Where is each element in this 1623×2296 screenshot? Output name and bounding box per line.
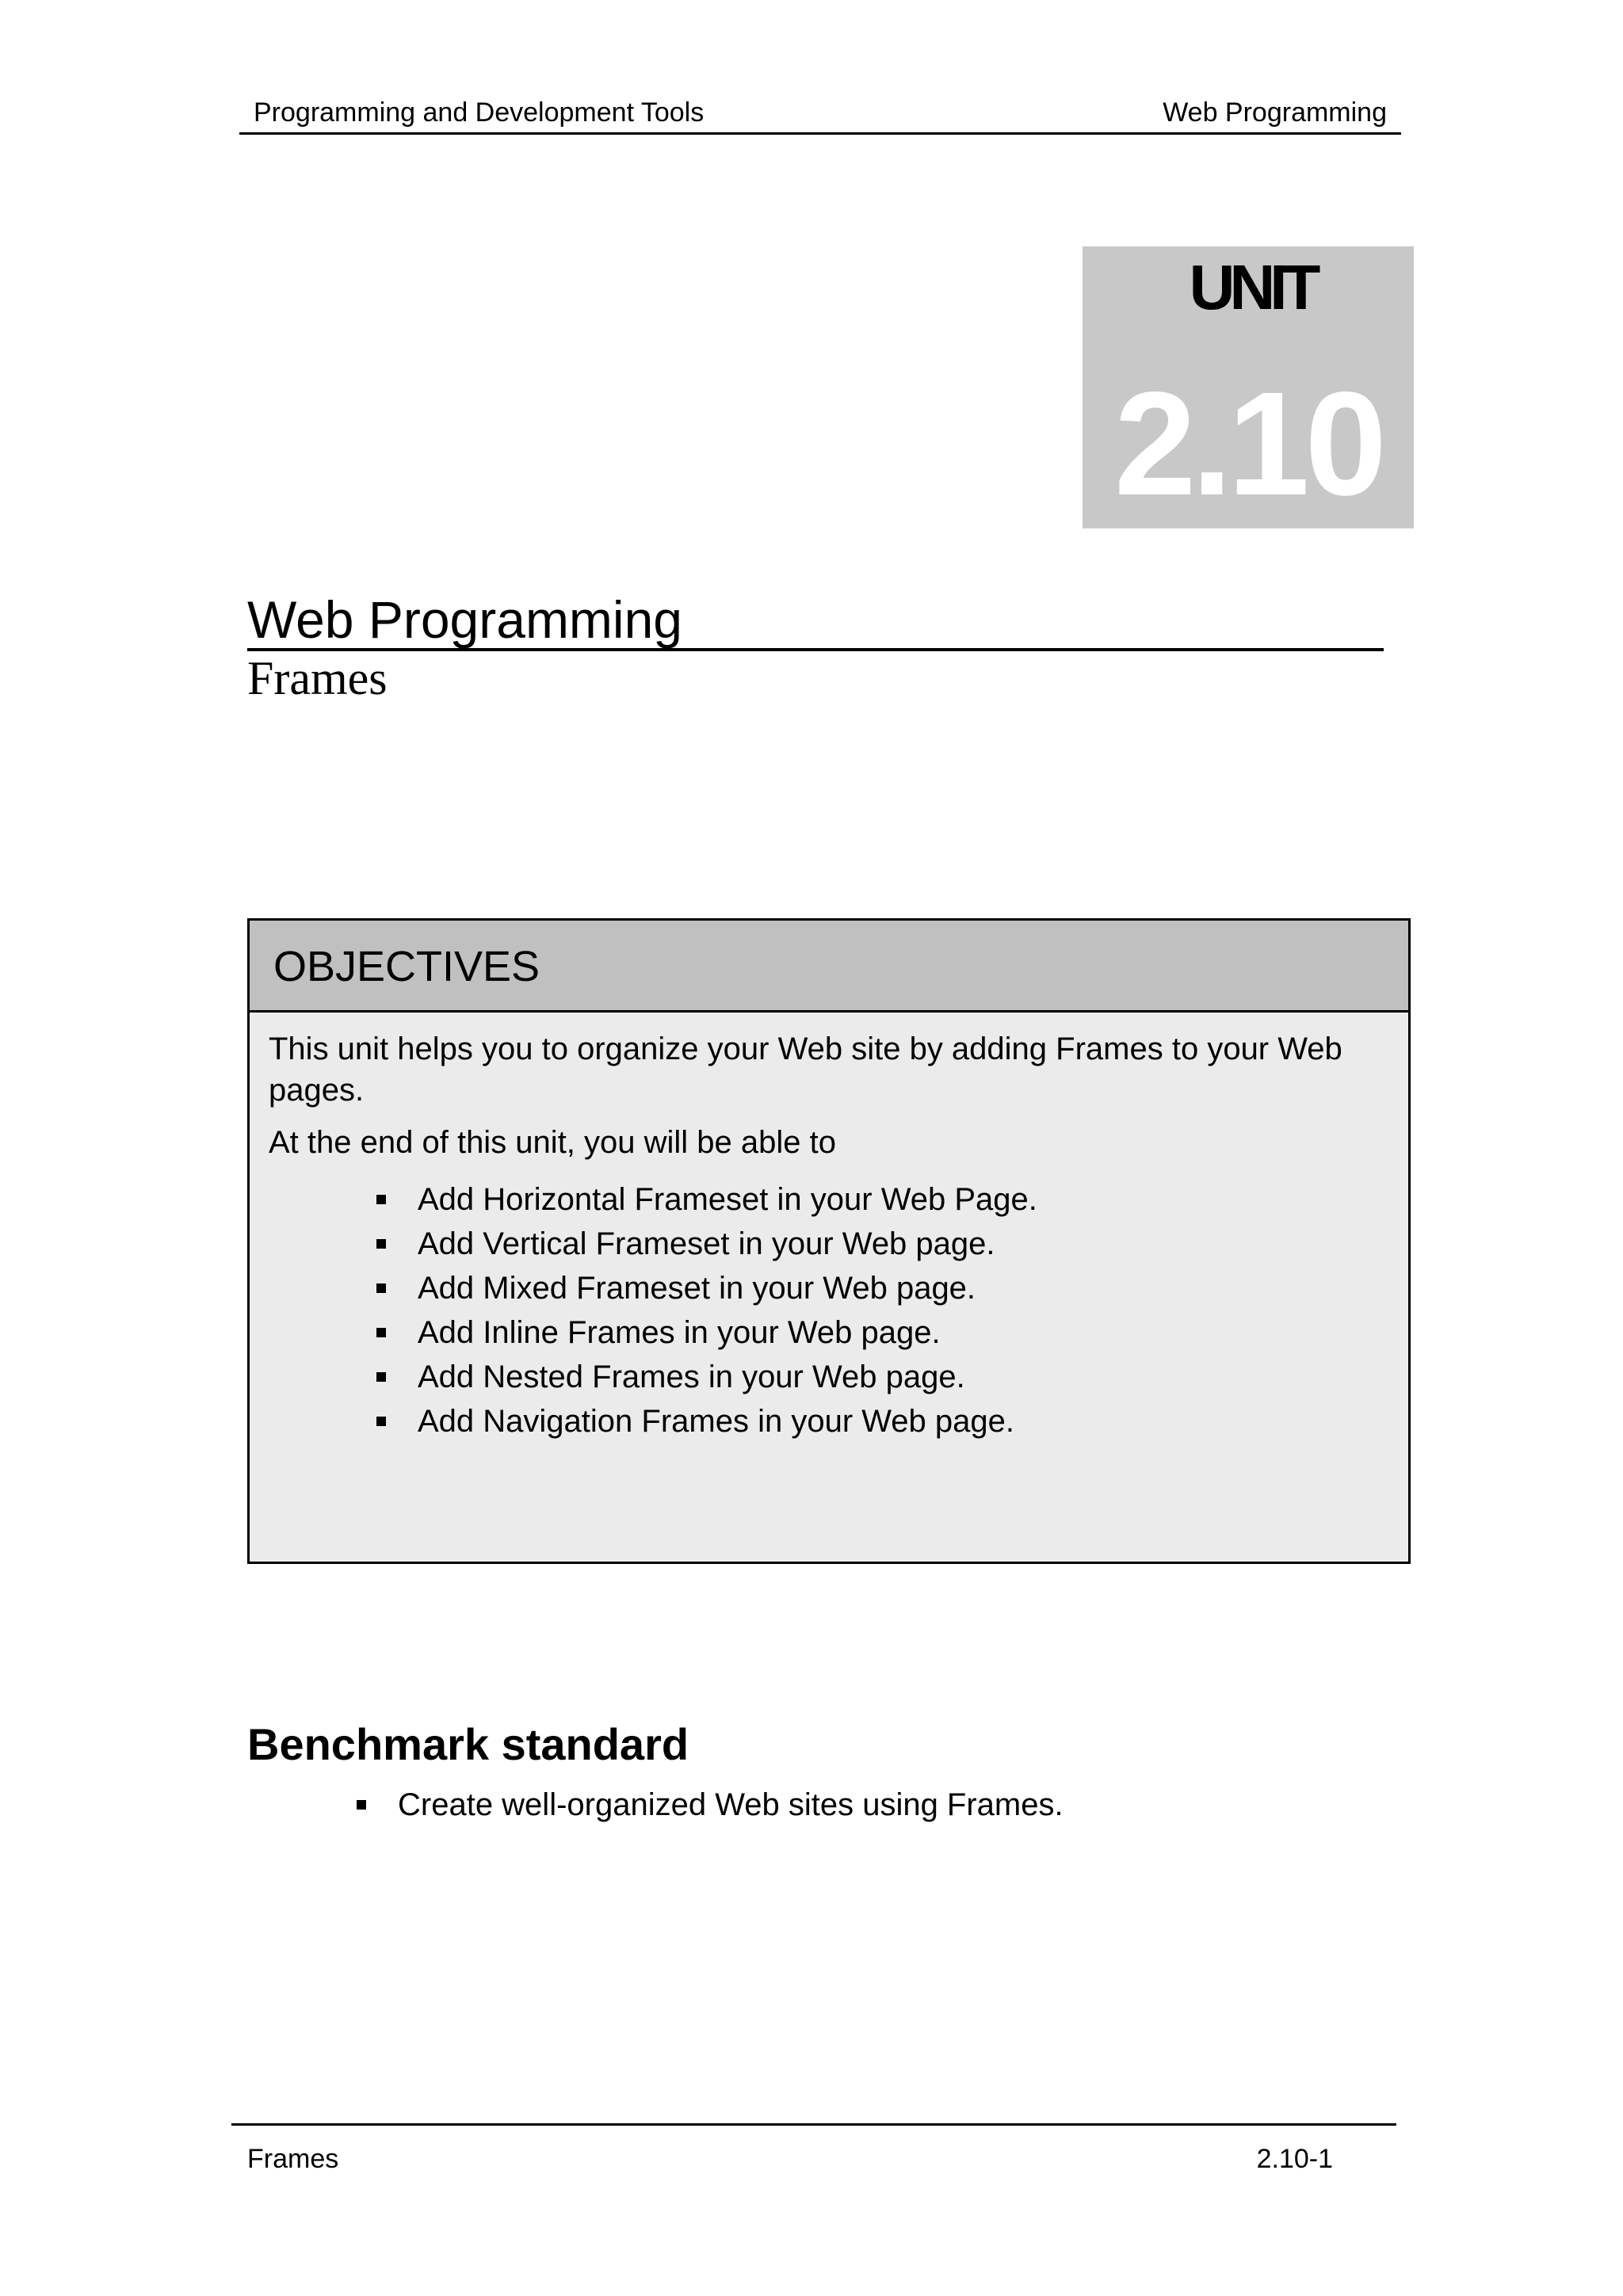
list-item — [369, 1355, 1389, 1399]
benchmark-text: Create well-organized Web sites using Frames. — [398, 1787, 1064, 1822]
objectives-lead: At the end of this unit, you will be able to — [269, 1125, 836, 1160]
list-item — [369, 1222, 1389, 1266]
objectives-heading: OBJECTIVES — [250, 921, 1408, 1013]
list-item — [369, 1399, 1389, 1444]
page-subtitle: Frames — [247, 652, 388, 704]
objective-text: Add Nested Frames in your Web page. — [418, 1360, 965, 1394]
page-header — [239, 93, 1401, 135]
unit-label: UNIT — [1189, 252, 1316, 322]
bullet-icon — [376, 1328, 386, 1337]
bullet-icon — [376, 1195, 386, 1204]
objectives-body — [250, 1013, 1408, 1444]
objectives-list — [269, 1177, 1389, 1444]
bullet-icon — [376, 1372, 386, 1382]
unit-number: 2.10 — [1113, 362, 1382, 526]
page-title: Web Programming — [247, 588, 1384, 651]
bullet-icon — [376, 1239, 386, 1249]
bullet-icon — [357, 1800, 366, 1810]
header-course-title: Programming and Development Tools — [254, 97, 705, 128]
header-subject: Web Programming — [1163, 97, 1387, 128]
list-item — [369, 1266, 1389, 1310]
unit-badge — [1083, 246, 1414, 528]
page-number: 2.10-1 — [1256, 2144, 1333, 2174]
footer-section-name: Frames — [247, 2144, 339, 2174]
objective-text: Add Horizontal Frameset in your Web Page. — [418, 1182, 1037, 1217]
objective-text: Add Mixed Frameset in your Web page. — [418, 1271, 976, 1306]
objectives-intro: This unit helps you to organize your Web site by adding Frames to your Web pages. — [269, 1032, 1342, 1108]
list-item — [369, 1310, 1389, 1355]
list-item — [369, 1177, 1389, 1222]
objective-text: Add Vertical Frameset in your Web page. — [418, 1226, 995, 1261]
objective-text: Add Inline Frames in your Web page. — [418, 1315, 941, 1350]
bullet-icon — [376, 1283, 386, 1293]
benchmark-heading: Benchmark standard — [247, 1719, 689, 1769]
list-item — [349, 1783, 1064, 1827]
benchmark-list — [349, 1783, 1064, 1827]
page-footer — [231, 2123, 1396, 2174]
bullet-icon — [376, 1417, 386, 1426]
objectives-panel — [247, 918, 1411, 1564]
objective-text: Add Navigation Frames in your Web page. — [418, 1404, 1014, 1439]
